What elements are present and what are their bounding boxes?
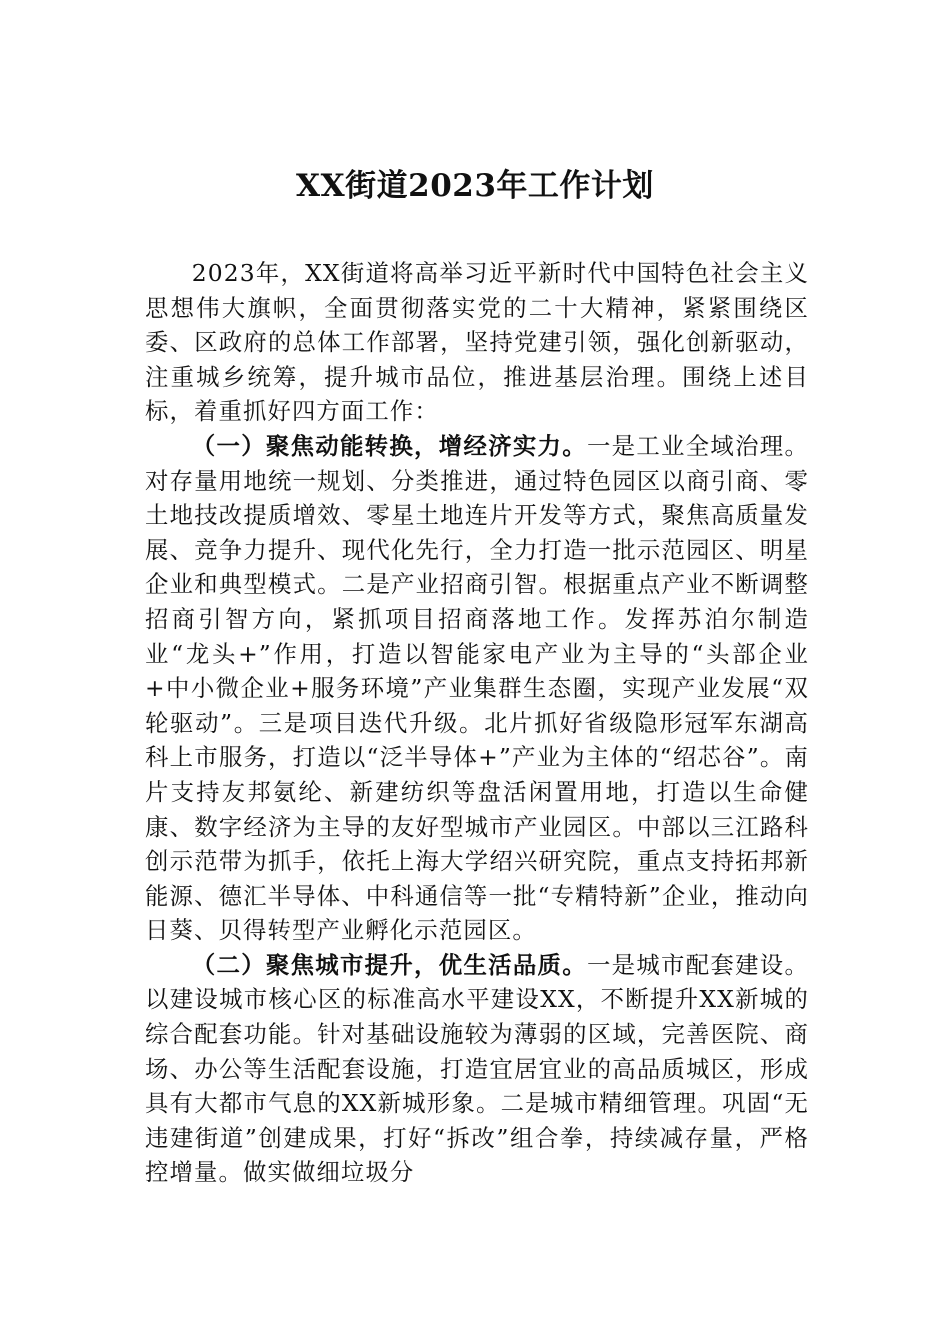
paragraph-text: 一是工业全域治理。对存量用地统一规划、分类推进，通过特色园区以商引商、零土地技改提质增效、零星土地连片开发等方式，聚焦高质量发展、竞争力提升、现代化先行，全力打造一批示范园区、明星企业和典型模式。二是产业招商引智。根据重点产业不断调整招商引智方向，紧抓项目招商落地工作。发挥苏泊尔制造业“龙头+”作用，打造以智能家电产业为主导的“头部企业+中小微企业+服务环境”产业集群生态圈，实现产业发展“双轮驱动”。三是项目迭代升级。北片抓好省级隐形冠军东湖高科上市服务，打造以“泛半导体+”产业为主体的“绍芯谷”。南片支持友邦氨纶、新建纺织等盘活闲置用地，打造以生命健康、数字经济为主导的友好型城市产业园区。中部以三江路科创示范带为抓手，依托上海大学绍兴研究院，重点支持拓邦新能源、德汇半导体、中科通信等一批“专精特新”企业，推动向日葵、贝得转型产业孵化示范园区。	[145, 431, 809, 945]
document-body	[145, 256, 809, 1190]
section-1-heading: （一）聚焦动能转换，增经济实力。	[191, 431, 587, 460]
paragraph-text: 2023年，XX街道将高举习近平新时代中国特色社会主义思想伟大旗帜，全面贯彻落实党的二十大精神，紧紧围绕区委、区政府的总体工作部署，坚持党建引领，强化创新驱动，注重城乡统筹，提升城市品位，推进基层治理。围绕上述目标，着重抓好四方面工作：	[145, 259, 809, 426]
section-2-paragraph	[145, 948, 809, 1190]
section-1-paragraph	[145, 429, 809, 948]
intro-paragraph	[145, 256, 809, 429]
document-title: XX街道2023年工作计划	[296, 168, 654, 204]
section-2-heading: （二）聚焦城市提升，优生活品质。	[191, 950, 587, 979]
paragraph-text: 一是城市配套建设。以建设城市核心区的标准高水平建设XX，不断提升XX新城的综合配套功能。针对基础设施较为薄弱的区域，完善医院、商场、办公等生活配套设施，打造宜居宜业的高品质城区，形成具有大都市气息的XX新城形象。二是城市精细管理。巩固“无违建街道”创建成果，打好“拆改”组合拳，持续减存量，严格控增量。做实做细垃圾分	[145, 950, 809, 1187]
